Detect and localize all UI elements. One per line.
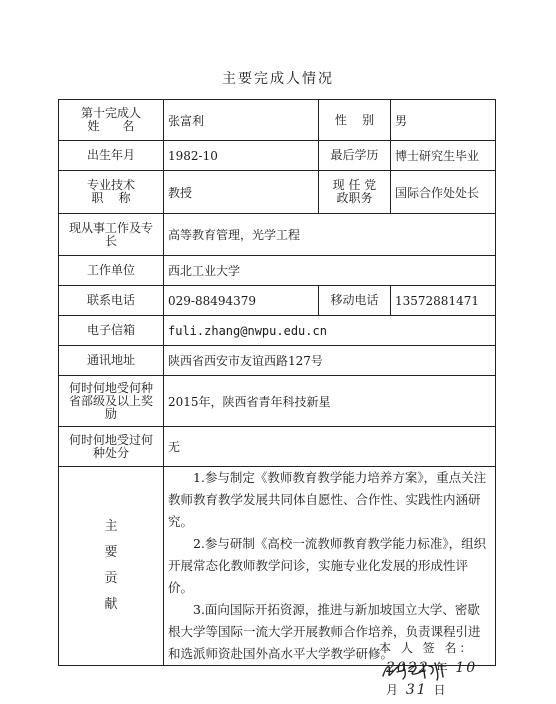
- contrib-label: [59, 467, 164, 666]
- address-value: 陕西省西安市友谊西路127号: [164, 346, 496, 376]
- prof-title-label: [59, 171, 164, 214]
- award-label: 何时何地受何种省部级及以上奖励: [59, 376, 164, 427]
- gender-value: 男: [391, 100, 496, 141]
- rank-label: 第十完成人: [80, 106, 141, 120]
- unit-row: [59, 256, 496, 286]
- post-label-line2: 政职务: [336, 191, 373, 205]
- work-row: [59, 214, 496, 256]
- edu-value: 博士研究生毕业: [391, 141, 496, 171]
- signature-label: 本 人 签 名：: [379, 641, 475, 655]
- edu-label: 最后学历: [319, 141, 391, 171]
- email-value: fuli.zhang@nwpu.edu.cn: [164, 316, 496, 346]
- date-year: 2022: [386, 660, 430, 676]
- prof-title-value: 教授: [164, 171, 319, 214]
- rank-name-label: [59, 100, 164, 141]
- contrib-content: [164, 467, 496, 698]
- name-row: [59, 100, 496, 141]
- birth-row: [59, 141, 496, 171]
- phone-value: 029-88494379: [164, 286, 319, 316]
- birth-value: 1982-10: [164, 141, 319, 171]
- date-month-unit: 月: [386, 683, 401, 697]
- date-line: [386, 657, 495, 701]
- contrib-paragraph-3: 3.面向国际开拓资源，推进与新加坡国立大学、密歇根大学等国际一流大学开展教师合作培养，负责课程引进和选派师资赴国外高水平大学教学研修。: [168, 602, 481, 661]
- post-value: 国际合作处处长: [391, 171, 496, 214]
- date-day-unit: 日: [433, 683, 448, 697]
- award-value: 2015年，陕西省青年科技新星: [164, 376, 496, 427]
- date-month: 10: [455, 660, 478, 676]
- mobile-label: 移动电话: [319, 286, 391, 316]
- gender-label: 性 别: [319, 100, 391, 141]
- penalty-row: [59, 427, 496, 467]
- unit-label: 工作单位: [59, 256, 164, 286]
- post-label-line1: 现 任 党: [332, 178, 377, 192]
- phone-row: [59, 286, 496, 316]
- email-label: 电子信箱: [59, 316, 164, 346]
- contrib-label-char: 贡: [104, 571, 118, 586]
- contrib-label-char: 要: [104, 545, 118, 560]
- penalty-label: 何时何地受过何种处分: [59, 427, 164, 467]
- contrib-paragraph-1: 1.参与制定《教师教育教学能力培养方案》，重点关注教师教育教学发展共同体自愿性、合作性、实践性内涵研究。: [168, 470, 487, 529]
- address-row: [59, 346, 496, 376]
- phone-label: 联系电话: [59, 286, 164, 316]
- name-label: 姓 名: [87, 119, 135, 133]
- contrib-row: [59, 467, 496, 666]
- prof-title-label-line2: 职 称: [91, 191, 131, 205]
- contrib-label-char: 献: [104, 597, 118, 612]
- work-value: 高等教育管理，光学工程: [164, 214, 496, 256]
- post-label: [319, 171, 391, 214]
- prof-title-label-line1: 专业技术: [86, 178, 135, 192]
- personnel-form-table: [58, 99, 496, 698]
- birth-label: 出生年月: [59, 141, 164, 171]
- name-value: 张富利: [164, 100, 319, 141]
- date-year-unit: 年: [435, 661, 450, 675]
- page-title: 主要完成人情况: [222, 71, 334, 87]
- penalty-value: 无: [164, 427, 496, 467]
- contrib-label-char: 主: [104, 519, 118, 534]
- title-row: [59, 171, 496, 214]
- work-label: 现从事工作及专长: [59, 214, 164, 256]
- unit-value: 西北工业大学: [164, 256, 496, 286]
- date-day: 31: [405, 682, 428, 698]
- award-row: [59, 376, 496, 427]
- contrib-paragraph-2: 2.参与研制《高校一流教师教育教学能力标准》，组织开展常态化教师教学问诊，实施专业化发展的形成性评价。: [168, 536, 487, 595]
- email-row: [59, 316, 496, 346]
- mobile-value: 13572881471: [391, 286, 496, 316]
- address-label: 通讯地址: [59, 346, 164, 376]
